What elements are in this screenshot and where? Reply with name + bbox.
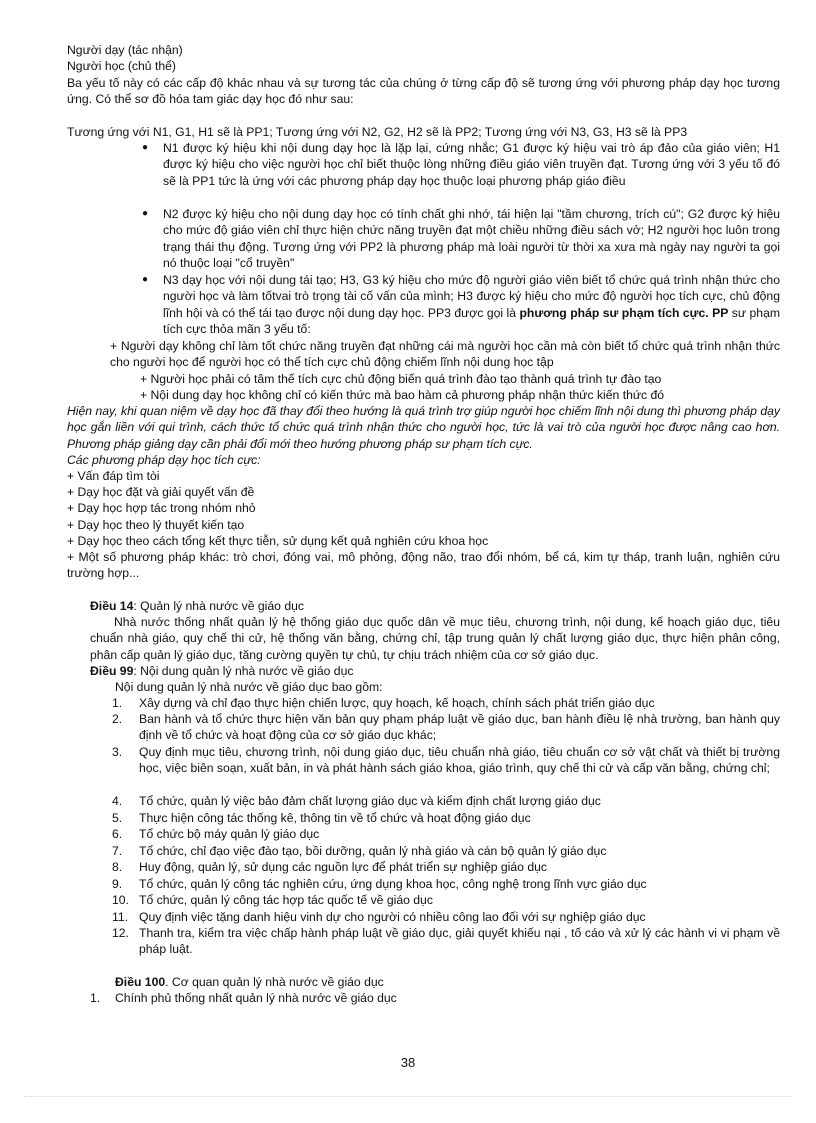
mapping-line: Tương ứng với N1, G1, H1 sẽ là PP1; Tương ứng với N2, G2, H2 sẽ là PP2; Tương ứng với N3, G3, H3 sẽ là PP3 [67, 125, 688, 139]
bullet-icon: ● [142, 208, 149, 219]
bullet-n2: N2 được ký hiệu cho nội dung dạy học có tính chất ghi nhớ, tái hiện lại "tầm chương, trích cú"; G2 được ký hiệu cho mức độ giáo viên chỉ thực hiện chức năng truyền đạt một chiều những điều sách vở; H2 người học luôn trong trạng thái thụ động. Tương ứng với PP2 là phương pháp mà loài người từ thời xa xưa mà ngày nay người ta gọi nó thuộc loại "cổ truyền" [163, 207, 780, 271]
article-14-label: Điều 14 [90, 599, 134, 613]
intro-paragraph: Ba yếu tố này có các cấp độ khác nhau và sự tương tác của chúng ở từng cấp độ sẽ tương ứng với phương pháp dạy học tương ứng. Có thể sơ đồ hóa tam giác dạy học đó như sau: [67, 75, 780, 107]
list-number: 10. [112, 893, 129, 907]
method-item: + Dạy học hợp tác trong nhóm nhỏ [67, 501, 256, 515]
article-99-title: : Nội dung quản lý nhà nước về giáo dục [133, 664, 354, 678]
list-item: Ban hành và tổ chức thực hiện văn bản quy phạm pháp luật về giáo dục, ban hành điều lệ nhà trường, ban hành quy định về tổ chức và hoạt động của cơ sở giáo dục khác; [139, 712, 780, 743]
list-number: 1. [112, 696, 123, 710]
bullet-n3-bold: phương pháp sư phạm tích cực. PP [519, 305, 729, 320]
bullet-icon: ● [142, 274, 149, 285]
article-14-heading [90, 598, 304, 614]
list-item: Xây dựng và chỉ đạo thực hiện chiến lược, quy hoạch, kế hoạch, chính sách phát triển giáo dục [139, 696, 655, 710]
list-item: Thực hiện công tác thống kê, thông tin về tổ chức và hoạt động giáo dục [139, 811, 531, 825]
list-item: Tổ chức bộ máy quản lý giáo dục [139, 827, 320, 841]
intro-line-learner: Người học (chủ thể) [67, 59, 176, 74]
list-item: Thanh tra, kiểm tra việc chấp hành pháp luật về giáo dục, giải quyết khiếu nại , tố cáo và xử lý các hành vi vi phạm về pháp luật. [139, 926, 780, 957]
intro-line-teacher: Người dạy (tác nhận) [67, 43, 183, 57]
list-number: 5. [112, 811, 123, 825]
list-item: Quy định việc tặng danh hiệu vinh dự cho người có nhiều công lao đối với sự nghiệp giáo dục [139, 910, 646, 924]
article-14-title: : Quản lý nhà nước về giáo dục [133, 599, 304, 613]
method-item: + Dạy học theo lý thuyết kiến tạo [67, 518, 245, 532]
article-100-item: Chính phủ thống nhất quản lý nhà nước về giáo dục [115, 991, 397, 1005]
article-100-label: Điều 100 [115, 975, 166, 989]
article-99-intro: Nội dung quản lý nhà nước về giáo dục bao gồm: [115, 680, 383, 694]
bullet-n3-tail: sư phạm tích cực thỏa mãn 3 yếu tố: [163, 305, 780, 337]
list-item: Tổ chức, quản lý công tác nghiên cứu, ứng dụng khoa học, công nghệ trong lĩnh vực giáo dục [139, 877, 647, 891]
list-item: Tổ chức, chỉ đạo việc đào tạo, bồi dưỡng, quản lý nhà giáo và cán bộ quản lý giáo dục [139, 844, 607, 858]
list-number: 2. [112, 712, 123, 726]
list-item: Quy định mục tiêu, chương trình, nội dung giáo dục, tiêu chuẩn nhà giáo, tiêu chuẩn cơ sở vật chất và thiết bị trường học, việc biên soạn, xuất bản, in và phát hành sách giáo khoa, giáo trình, quy chế thi cử và cấp văn bằng, chứng chỉ; [139, 745, 780, 776]
method-item-other: + Một số phương pháp khác: trò chơi, đóng vai, mô phỏng, động não, trao đổi nhóm, bể cá, kim tự tháp, tranh luận, nghiên cứu trường hợp... [67, 550, 780, 581]
article-99-label: Điều 99 [90, 664, 134, 678]
list-item: Tổ chức, quản lý việc bảo đảm chất lượng giáo dục và kiểm định chất lượng giáo dục [139, 794, 601, 808]
plus-item-content: + Nội dung dạy học không chỉ có kiến thức mà bao hàm cả phương pháp nhận thức kiến thức đó [140, 388, 665, 402]
article-100-title: . Cơ quan quản lý nhà nước về giáo dục [165, 975, 384, 989]
list-number: 11. [112, 910, 129, 924]
list-number: 12. [112, 926, 129, 940]
plus-item-teacher: + Người dạy không chỉ làm tốt chức năng truyền đạt những cái mà người học cần mà còn biết tổ chức quá trình nhận thức cho người học để người học có thể tích cực chủ động chiếm lĩnh nội dung học tập [110, 339, 780, 370]
bullet-n3-text: N3 dạy học với nội dung tái tạo; H3, G3 ký hiệu cho mức độ người giáo viên biết tổ chức quá trình nhận thức cho người học và làm tốtvai trò trọng tài cố vấn của mình; H3 được ký hiệu cho mức độ người học tích cực, chủ động lĩnh hội và có thể tái tạo được nội dung dạy học. PP3 được gọi là [163, 273, 780, 320]
article-100-heading [115, 974, 384, 990]
page-divider [24, 1096, 792, 1097]
method-item: + Dạy học đặt và giải quyết vấn đề [67, 485, 255, 499]
method-item: + Vấn đáp tìm tòi [67, 469, 160, 483]
list-number: 3. [112, 745, 123, 759]
methods-heading: Các phương pháp dạy học tích cực: [67, 453, 261, 467]
page-number: 38 [400, 1055, 416, 1070]
method-item: + Dạy học theo cách tổng kết thực tiễn, sử dụng kết quả nghiên cứu khoa học [67, 534, 489, 548]
list-number: 4. [112, 794, 123, 808]
list-item: Huy động, quản lý, sử dụng các nguồn lực để phát triển sự nghiệp giáo dục [139, 860, 547, 874]
article-99-heading [90, 663, 353, 679]
list-number: 1. [90, 991, 101, 1005]
article-14-body: Nhà nước thống nhất quản lý hệ thống giáo dục quốc dân về mục tiêu, chương trình, nội dung, kế hoạch giáo dục, tiêu chuẩn nhà giáo, quy chế thi cử, hệ thống văn bằng, chứng chỉ, tập trung quản lý chất lượng giáo dục, thực hiện phân công, phân cấp quản lý giáo dục, tăng cường quyền tự chủ, tự chịu trách nhiệm của cơ sở giáo dục. [90, 615, 780, 662]
list-number: 6. [112, 827, 123, 841]
list-number: 9. [112, 877, 123, 891]
bullet-n3 [163, 272, 780, 338]
bullet-icon: ● [142, 142, 149, 153]
list-number: 7. [112, 844, 123, 858]
intro-block [67, 42, 780, 108]
list-item: Tổ chức, quản lý công tác hợp tác quốc tế về giáo dục [139, 893, 433, 907]
bullet-n1: N1 được ký hiệu khi nội dung dạy học là lặp lại, cứng nhắc; G1 được ký hiệu vai trò áp đảo của giáo viên; H1 được ký hiệu cho việc người học chỉ biết thuộc lòng những điều giáo viên truyền đạt. Tương ứng với 3 yếu tố đó sẽ là PP1 tức là ứng với các phương pháp dạy học thuộc loại phương pháp giáo điều [163, 141, 780, 188]
list-number: 8. [112, 860, 123, 874]
plus-item-learner: + Người học phải có tâm thế tích cực chủ động biến quá trình đào tạo thành quá trình tự đào tạo [140, 372, 662, 386]
italic-paragraph: Hiện nay, khi quan niệm về dạy học đã thay đổi theo hướng là quá trình trợ giúp người học chiếm lĩnh nội dung thì phương pháp dạy học gắn liền với qui trình, cách thức tổ chức quá trình nhận thức cho người học, tức là vai trò của người học được nâng cao hơn. Phương pháp giảng dạy cần phải đổi mới theo hướng phương pháp sư phạm tích cực. [67, 404, 780, 451]
